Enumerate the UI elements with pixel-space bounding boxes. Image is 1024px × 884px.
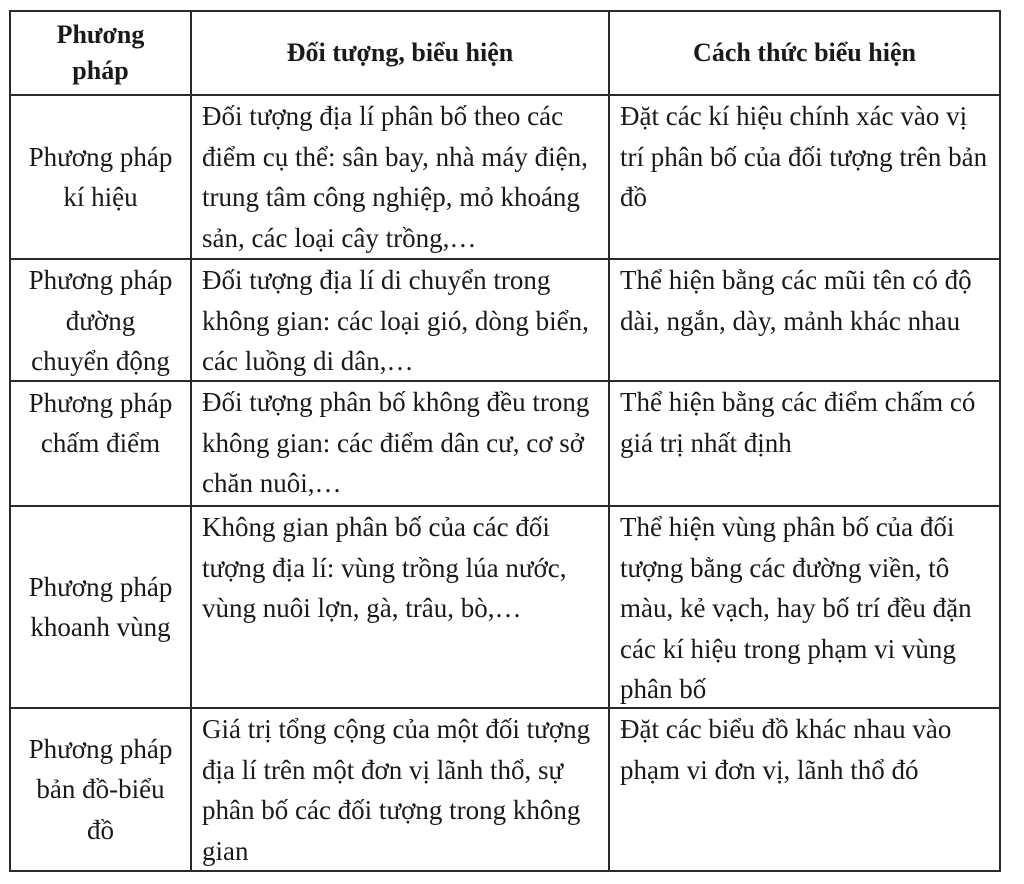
header-way: Cách thức biểu hiện xyxy=(609,11,1000,95)
way-cell: Đặt các biểu đồ khác nhau vào phạm vi đơn vị, lãnh thổ đó xyxy=(609,708,1000,871)
methods-table xyxy=(9,10,1001,872)
method-cell: Phương pháp đường chuyển động xyxy=(10,259,191,381)
way-cell: Thể hiện bằng các điểm chấm có giá trị nhất định xyxy=(609,381,1000,506)
object-cell: Giá trị tổng cộng của một đối tượng địa lí trên một đơn vị lãnh thổ, sự phân bố các đối tượng trong không gian xyxy=(191,708,609,871)
way-cell: Thể hiện bằng các mũi tên có độ dài, ngắn, dày, mảnh khác nhau xyxy=(609,259,1000,381)
object-cell: Đối tượng địa lí di chuyển trong không gian: các loại gió, dòng biển, các luồng di dân,… xyxy=(191,259,609,381)
header-row xyxy=(10,11,1000,95)
object-cell: Đối tượng địa lí phân bố theo các điểm cụ thể: sân bay, nhà máy điện, trung tâm công nghiệp, mỏ khoáng sản, các loại cây trồng,… xyxy=(191,95,609,259)
object-cell: Không gian phân bố của các đối tượng địa lí: vùng trồng lúa nước, vùng nuôi lợn, gà, trâu, bò,… xyxy=(191,506,609,708)
table-row xyxy=(10,506,1000,708)
method-cell: Phương pháp khoanh vùng xyxy=(10,506,191,708)
method-cell: Phương pháp kí hiệu xyxy=(10,95,191,259)
table-row xyxy=(10,95,1000,259)
table-row xyxy=(10,259,1000,381)
object-cell: Đối tượng phân bố không đều trong không gian: các điểm dân cư, cơ sở chăn nuôi,… xyxy=(191,381,609,506)
way-cell: Thể hiện vùng phân bố của đối tượng bằng các đường viền, tô màu, kẻ vạch, hay bố trí đều đặn các kí hiệu trong phạm vi vùng phân bố xyxy=(609,506,1000,708)
table-row xyxy=(10,381,1000,506)
way-cell: Đặt các kí hiệu chính xác vào vị trí phân bố của đối tượng trên bản đồ xyxy=(609,95,1000,259)
header-object: Đối tượng, biểu hiện xyxy=(191,11,609,95)
method-cell: Phương pháp chấm điểm xyxy=(10,381,191,506)
method-cell: Phương pháp bản đồ-biểu đồ xyxy=(10,708,191,871)
header-method: Phương pháp xyxy=(10,11,191,95)
table-row xyxy=(10,708,1000,871)
